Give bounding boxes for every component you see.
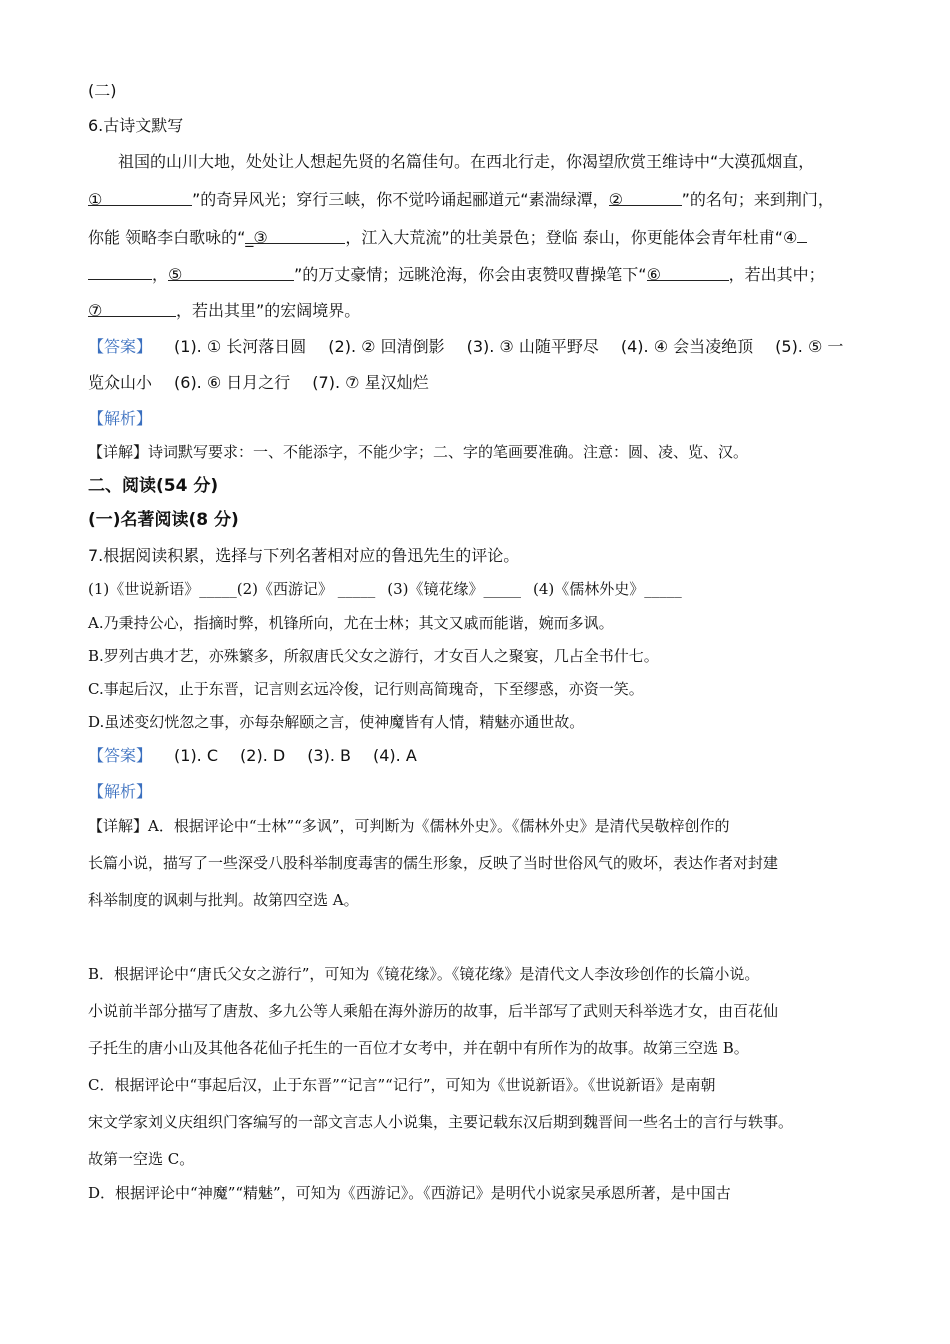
q6-line-3 <box>88 226 807 249</box>
analysis-tag: 【解析】 <box>88 409 153 428</box>
q6-line-3-text-a: 你能 领略李白歌咏的“ <box>88 228 246 247</box>
q6-answer-7: (7). ⑦ 星汉灿烂 <box>312 373 429 392</box>
q6-line-4 <box>88 263 825 286</box>
q7-answer-1: (1). C <box>174 746 219 765</box>
paragraph-line: 长篇小说，描写了一些深受八股科举制度毒害的儒生形象，反映了当时世俗风气的败坏，表达作者对封建 <box>88 854 779 872</box>
q7-blank-3: (3)《镜花缘》_____ <box>387 580 522 598</box>
analysis-tag: 【解析】 <box>88 782 153 801</box>
q7-answer-4: (4). A <box>373 746 417 765</box>
q6-line-2-text-b: ”的名句；来到荆门， <box>681 190 834 209</box>
q6-line-2-text-a: ”的奇异风光；穿行三峡，你不觉吟诵起郦道元“素湍绿潭， <box>192 190 609 209</box>
blank-4[interactable] <box>88 263 152 280</box>
option-b: B.罗列古典才艺，亦殊繁多，所叙唐氏父女之游行，才女百人之聚宴，几占全书什七。 <box>88 647 659 665</box>
subsection-heading: (一)名著阅读(8 分) <box>88 510 239 530</box>
q6-detail: 【详解】诗词默写要求：一、不能添字，不能少字；二、字的笔画要准确。注意：圆、凌、览、汉。 <box>88 443 749 461</box>
paragraph-line: 【详解】A．根据评论中“士林”“多讽”，可判断为《儒林外史》。《儒林外史》是清代吴敬梓创作的 <box>88 817 730 835</box>
blank-1[interactable] <box>88 189 192 209</box>
blank-2[interactable] <box>608 189 682 209</box>
paragraph-line: C．根据评论中“事起后汉，止于东晋”“记言”“记行”，可知为《世说新语》。《世说新语》是南朝 <box>88 1076 716 1094</box>
blank-4-start[interactable] <box>797 226 807 243</box>
q6-line-3-text-b: ，江入大荒流”的壮美景色；登临 泰山，你更能体会青年杜甫“④ <box>345 228 798 247</box>
q6-line-4-text-b: ”的万丈豪情；远眺沧海，你会由衷赞叹曹操笔下“ <box>294 265 647 284</box>
blank-7-label: ⑦ <box>88 301 103 320</box>
question-7-title: 7.根据阅读积累，选择与下列名著相对应的鲁迅先生的评论。 <box>88 546 520 565</box>
answer-tag: 【答案】 <box>88 746 153 765</box>
q6-answer-4: (4). ④ 会当凌绝顶 <box>620 337 754 356</box>
answer-tag: 【答案】 <box>88 337 153 356</box>
q6-line-1: 祖国的山川大地，处处让人想起先贤的名篇佳句。在西北行走，你渴望欣赏王维诗中“大漠孤烟直， <box>118 152 815 171</box>
paragraph-line: 小说前半部分描写了唐敖、多九公等人乘船在海外游历的故事，后半部写了武则天科举选才女，由百花仙 <box>88 1002 779 1020</box>
blank-3-label: _③ <box>245 228 268 247</box>
paragraph-line: B．根据评论中“唐氏父女之游行”，可知为《镜花缘》。《镜花缘》是清代文人李汝珍创作的长篇小说。 <box>88 965 760 983</box>
blank-5-label: ⑤ <box>168 265 183 284</box>
blank-5[interactable] <box>168 264 294 284</box>
blank-2-label: ② <box>608 190 623 209</box>
paragraph-line: 宋文学家刘义庆组织门客编写的一部文言志人小说集，主要记载东汉后期到魏晋间一些名士的言行与轶事。 <box>88 1113 794 1131</box>
q7-answer-3: (3). B <box>307 746 351 765</box>
q6-answer-5-cont: 览众山小 <box>88 373 153 392</box>
blank-6[interactable] <box>646 264 729 284</box>
q6-answer-row-2 <box>88 372 429 394</box>
section-heading: (二) <box>88 81 117 100</box>
q6-answer-row <box>88 336 843 358</box>
q6-line-2 <box>88 189 834 211</box>
q6-answer-3: (3). ③ 山随平野尽 <box>466 337 599 356</box>
blank-3[interactable] <box>245 227 345 247</box>
q6-line-4-text-c: ，若出其中； <box>728 265 825 284</box>
paragraph-line: 子托生的唐小山及其他各花仙子托生的一百位才女考中，并在朝中有所作为的故事。故第三空选 B。 <box>88 1039 749 1057</box>
q6-answer-5: (5). ⑤ 一 <box>775 337 844 356</box>
q7-blank-4: (4)《儒林外史》_____ <box>533 580 682 598</box>
paragraph-line: 故第一空选 C。 <box>88 1150 195 1168</box>
q7-answer-2: (2). D <box>240 746 286 765</box>
blank-6-label: ⑥ <box>646 265 661 284</box>
q7-blank-1: (1)《世说新语》_____ <box>88 580 237 598</box>
option-a: A.乃秉持公心，指摘时弊，机锋所向，尤在士林；其文又戚而能谐，婉而多讽。 <box>88 614 614 632</box>
section-reading-heading: 二、阅读(54 分) <box>88 476 219 496</box>
q6-answer-1: (1). ① 长河落日圆 <box>174 337 307 356</box>
blank-1-label: ① <box>88 190 103 209</box>
paragraph-line: D．根据评论中“神魔”“精魅”，可知为《西游记》。《西游记》是明代小说家吴承恩所著，是中国古 <box>88 1184 731 1202</box>
q7-blank-2: (2)《西游记》 _____ <box>236 580 376 598</box>
q6-line-5 <box>88 300 360 322</box>
q6-line-4-text-a: ， <box>152 265 169 284</box>
q7-blanks-row <box>88 578 682 600</box>
option-c: C.事起后汉，止于东晋，记言则玄远冷俊，记行则高简瑰奇，下至缪惑，亦资一笑。 <box>88 680 644 698</box>
question-6-title: 6.古诗文默写 <box>88 116 184 135</box>
q6-answer-2: (2). ② 回清倒影 <box>328 337 445 356</box>
q6-line-5-text: ，若出其里”的宏阔境界。 <box>176 301 361 320</box>
q6-answer-6: (6). ⑥ 日月之行 <box>174 373 291 392</box>
blank-7[interactable] <box>88 300 176 320</box>
paragraph-line: 科举制度的讽刺与批判。故第四空选 A。 <box>88 891 359 909</box>
q7-answer-row <box>88 745 417 767</box>
option-d: D.虽述变幻恍忽之事，亦每杂解颐之言，使神魔皆有人情，精魅亦通世故。 <box>88 713 585 731</box>
